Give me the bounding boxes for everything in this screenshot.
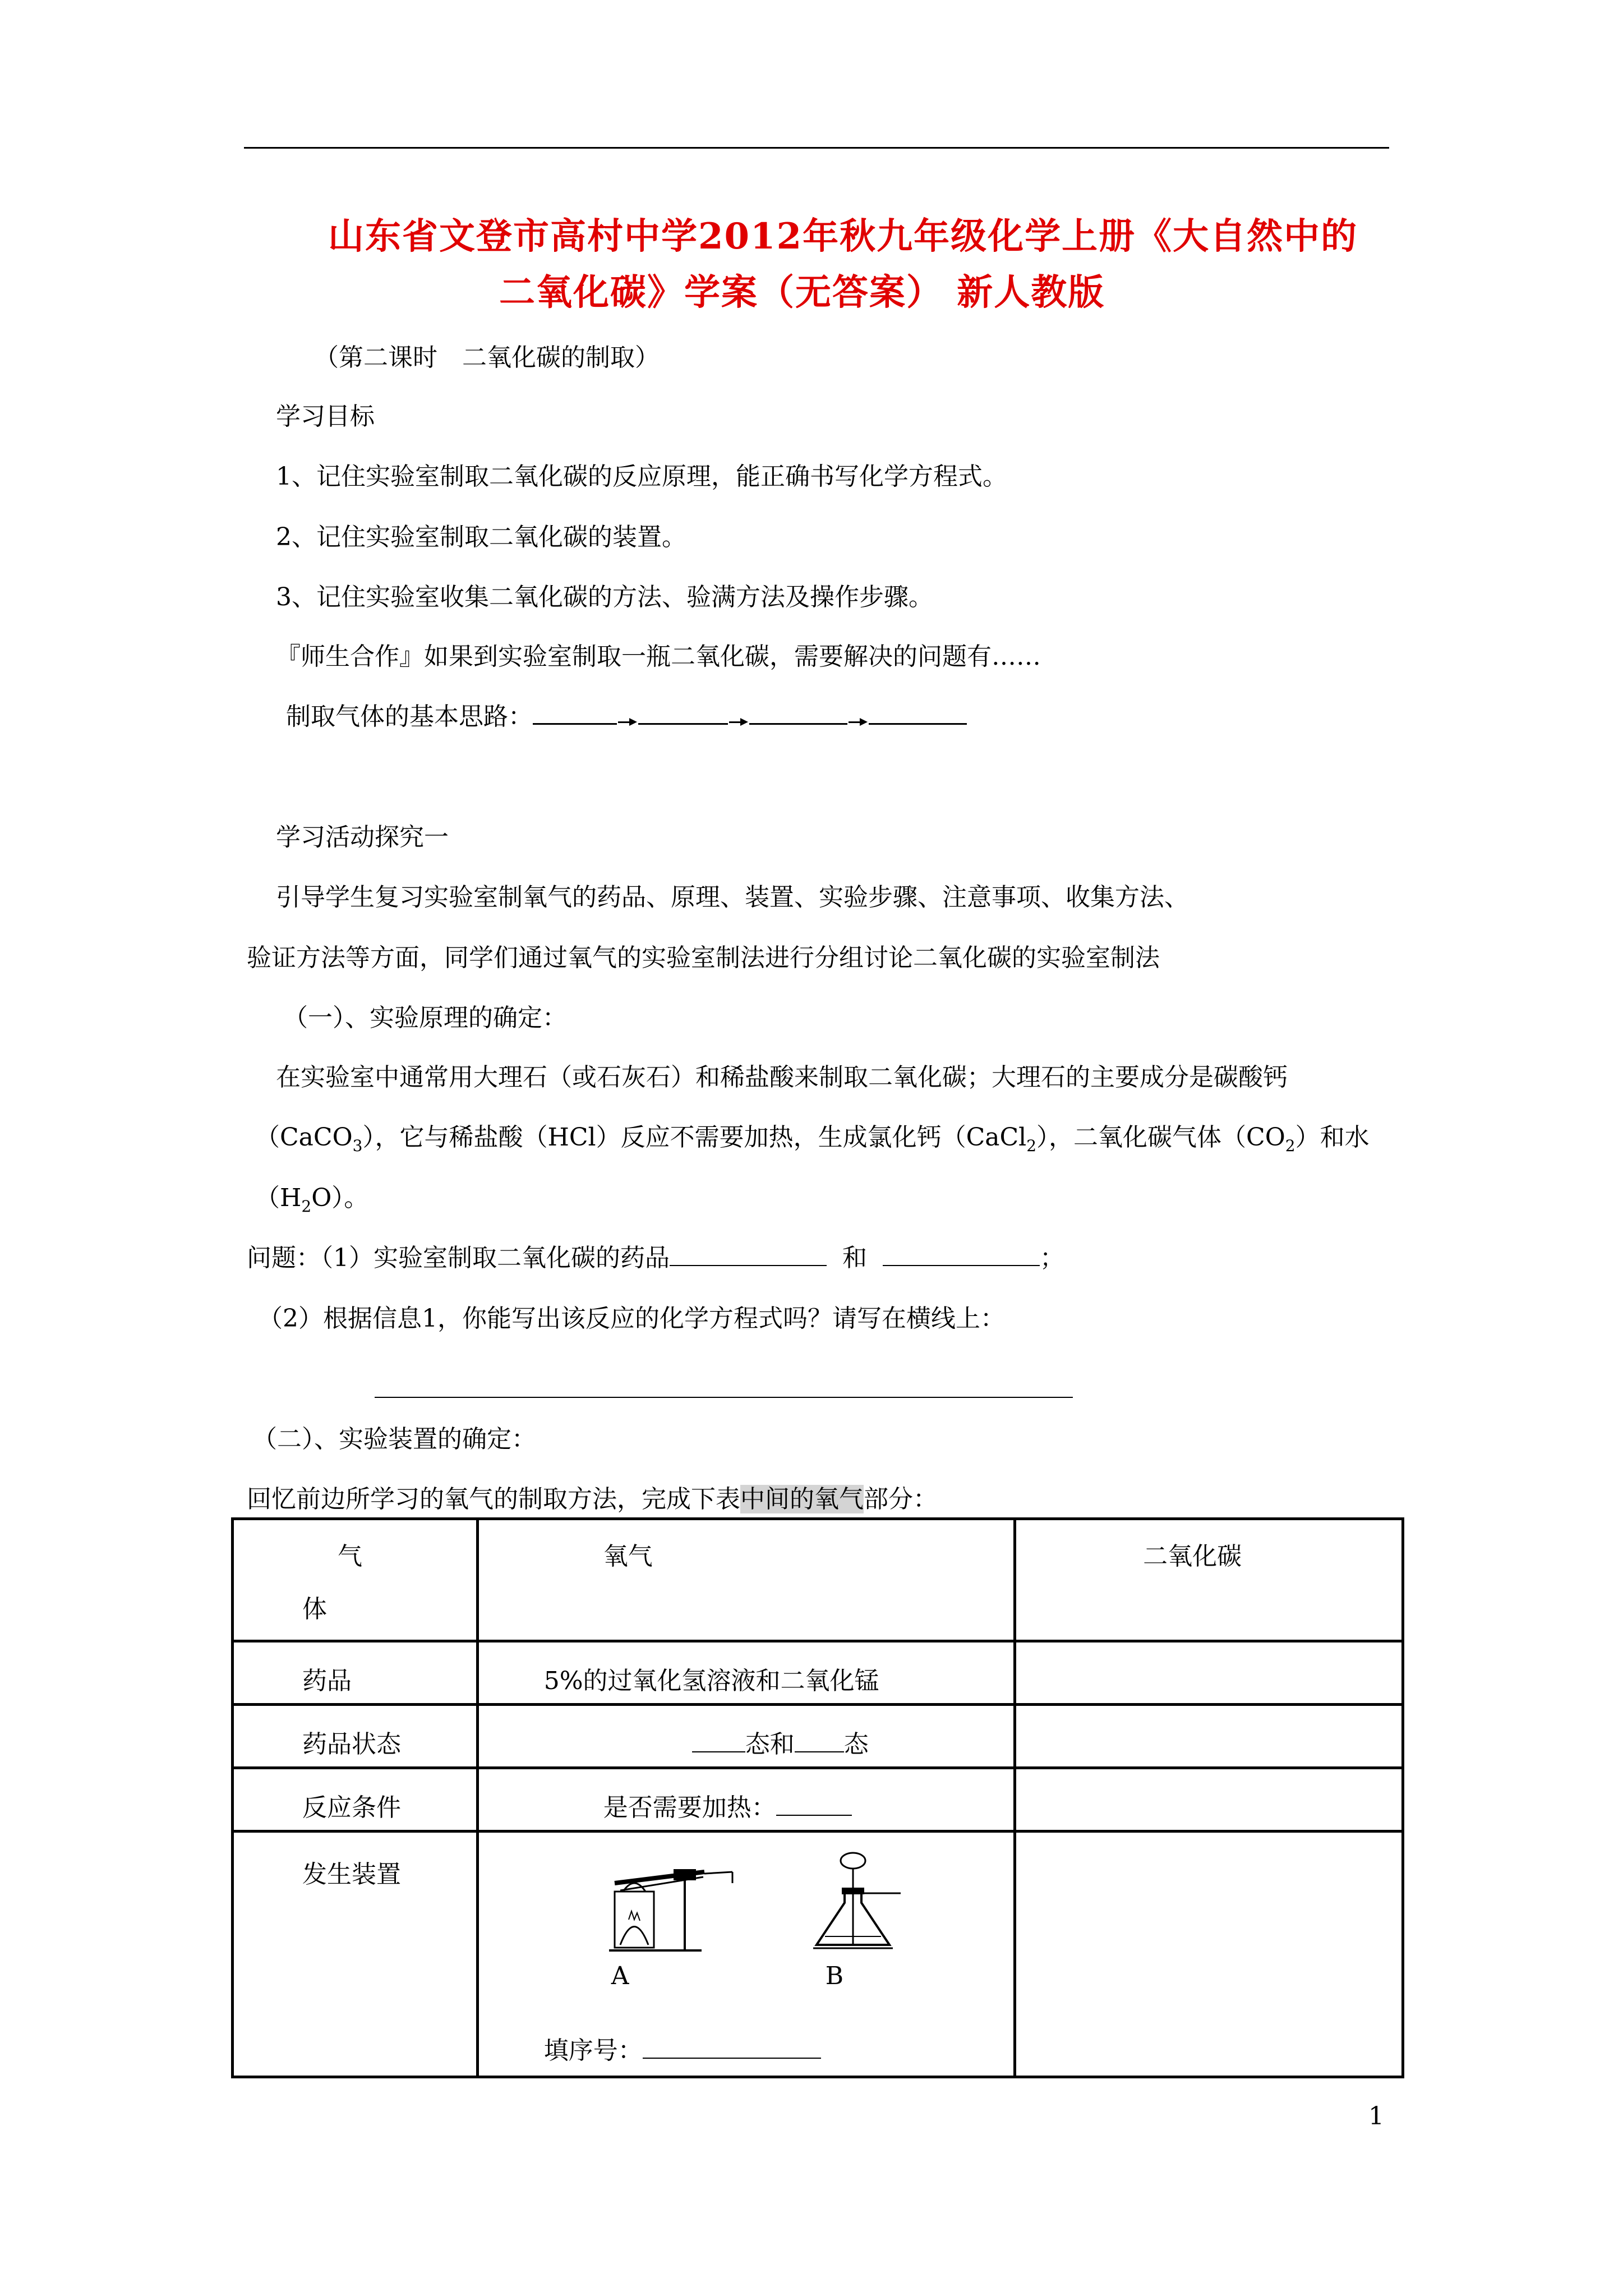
state-blank-2[interactable] [795, 1730, 844, 1752]
approach-label: 制取气体的基本思路： [286, 702, 533, 731]
approach-line [286, 701, 967, 733]
apparatus-a-label: A [611, 1962, 629, 1990]
state-blank-1[interactable] [692, 1730, 745, 1752]
heating-blank[interactable] [776, 1793, 852, 1816]
info-line-1: 在实验室中通常用大理石（或石灰石）和稀盐酸来制取二氧化碳；大理石的主要成分是碳酸钙 [276, 1063, 1288, 1092]
question-2: （2）根据信息1，你能写出该反应的化学方程式吗？请写在横线上： [258, 1304, 1005, 1333]
table-row: 反应条件 是否需要加热： [233, 1768, 1403, 1832]
info-line-3: $(H_2O)$。 [255, 1184, 369, 1216]
header-gas-cell: 气 体 [233, 1519, 478, 1641]
row-label-device: 发生装置 [302, 1860, 401, 1889]
doc-title-line2: 二氧化碳》学案（无答案） 新人教版 [499, 272, 1105, 314]
lesson-subtitle: （第二课时 二氧化碳的制取） [314, 343, 660, 372]
table-row [233, 1519, 1403, 1641]
question-1: 问题：（1）实验室制取二氧化碳的药品 和 ； [247, 1244, 1064, 1272]
table-row [233, 1641, 1403, 1705]
equation-answer-line[interactable] [375, 1397, 1073, 1398]
co2-device-cell[interactable] [1015, 1832, 1403, 2077]
recall-instruction: 回忆前边所学习的氧气的制取方法，完成下表中间的氧气部分： [247, 1485, 938, 1513]
apparatus-b-icon [811, 1849, 906, 1953]
comparison-table [231, 1517, 1404, 2078]
drug-blank-2[interactable] [883, 1244, 1040, 1266]
header-co2-cell: 二氧化碳 [1015, 1519, 1403, 1641]
approach-blank-1[interactable] [533, 702, 617, 725]
fill-label: 填序号： [543, 2036, 643, 2065]
row-label-drug: 药品 [302, 1667, 352, 1695]
objective-item-3: 3、记住实验室收集二氧化碳的方法、验满方法及操作步骤。 [276, 583, 933, 611]
arrow-icon [849, 719, 868, 725]
oxygen-drug-value: 5%的过氧化氢溶液和二氧化锰 [543, 1667, 879, 1695]
apparatus-answer-blank[interactable] [643, 2036, 821, 2059]
objective-item-1: 1、记住实验室制取二氧化碳的反应原理，能正确书写化学方程式。 [276, 462, 1007, 491]
section-principle-heading: （一）、实验原理的确定： [283, 1004, 567, 1032]
drug-blank-1[interactable] [670, 1244, 827, 1266]
section-apparatus-heading: （二）、实验装置的确定： [252, 1425, 536, 1453]
objectives-heading: 学习目标 [276, 402, 375, 431]
approach-blank-3[interactable] [749, 702, 847, 725]
objective-item-2: 2、记住实验室制取二氧化碳的装置。 [276, 523, 686, 551]
row-label-state: 药品状态 [302, 1730, 401, 1759]
cooperation-text: 『师生合作』如果到实验室制取一瓶二氧化碳，需要解决的问题有…… [276, 642, 1041, 671]
activity-para-line1: 引导学生复习实验室制氧气的药品、原理、装置、实验步骤、注意事项、收集方法、 [276, 883, 1189, 912]
activity-heading: 学习活动探究一 [276, 823, 449, 852]
approach-blank-4[interactable] [869, 702, 967, 725]
row-label-condition: 反应条件 [302, 1793, 401, 1822]
table-row [233, 1832, 1403, 2077]
table-row: 药品状态 态和 态 [233, 1705, 1403, 1768]
arrow-icon [729, 719, 748, 725]
doc-title-line1: 山东省文登市高村中学2012年秋九年级化学上册《大自然中的 [328, 215, 1358, 257]
arrow-icon [618, 719, 637, 725]
header-oxygen-cell: 氧气 [477, 1519, 1015, 1641]
info-line-2: （CaCO$_3$），它与稀盐酸（HCl）反应不需要加热，生成氯化钙（CaCl$_2$），二氧化碳气体$(CO_2)$和水 [255, 1123, 1370, 1155]
apparatus-b-label: B [825, 1962, 844, 1990]
approach-blank-2[interactable] [638, 702, 728, 725]
activity-para-line2: 验证方法等方面，同学们通过氧气的实验室制法进行分组讨论二氧化碳的实验室制法 [247, 944, 1160, 972]
page-number: 1 [1368, 2102, 1384, 2131]
highlighted-text: 中间的氧气 [740, 1485, 864, 1513]
header-rule [244, 147, 1389, 149]
apparatus-a-icon [598, 1858, 755, 1953]
